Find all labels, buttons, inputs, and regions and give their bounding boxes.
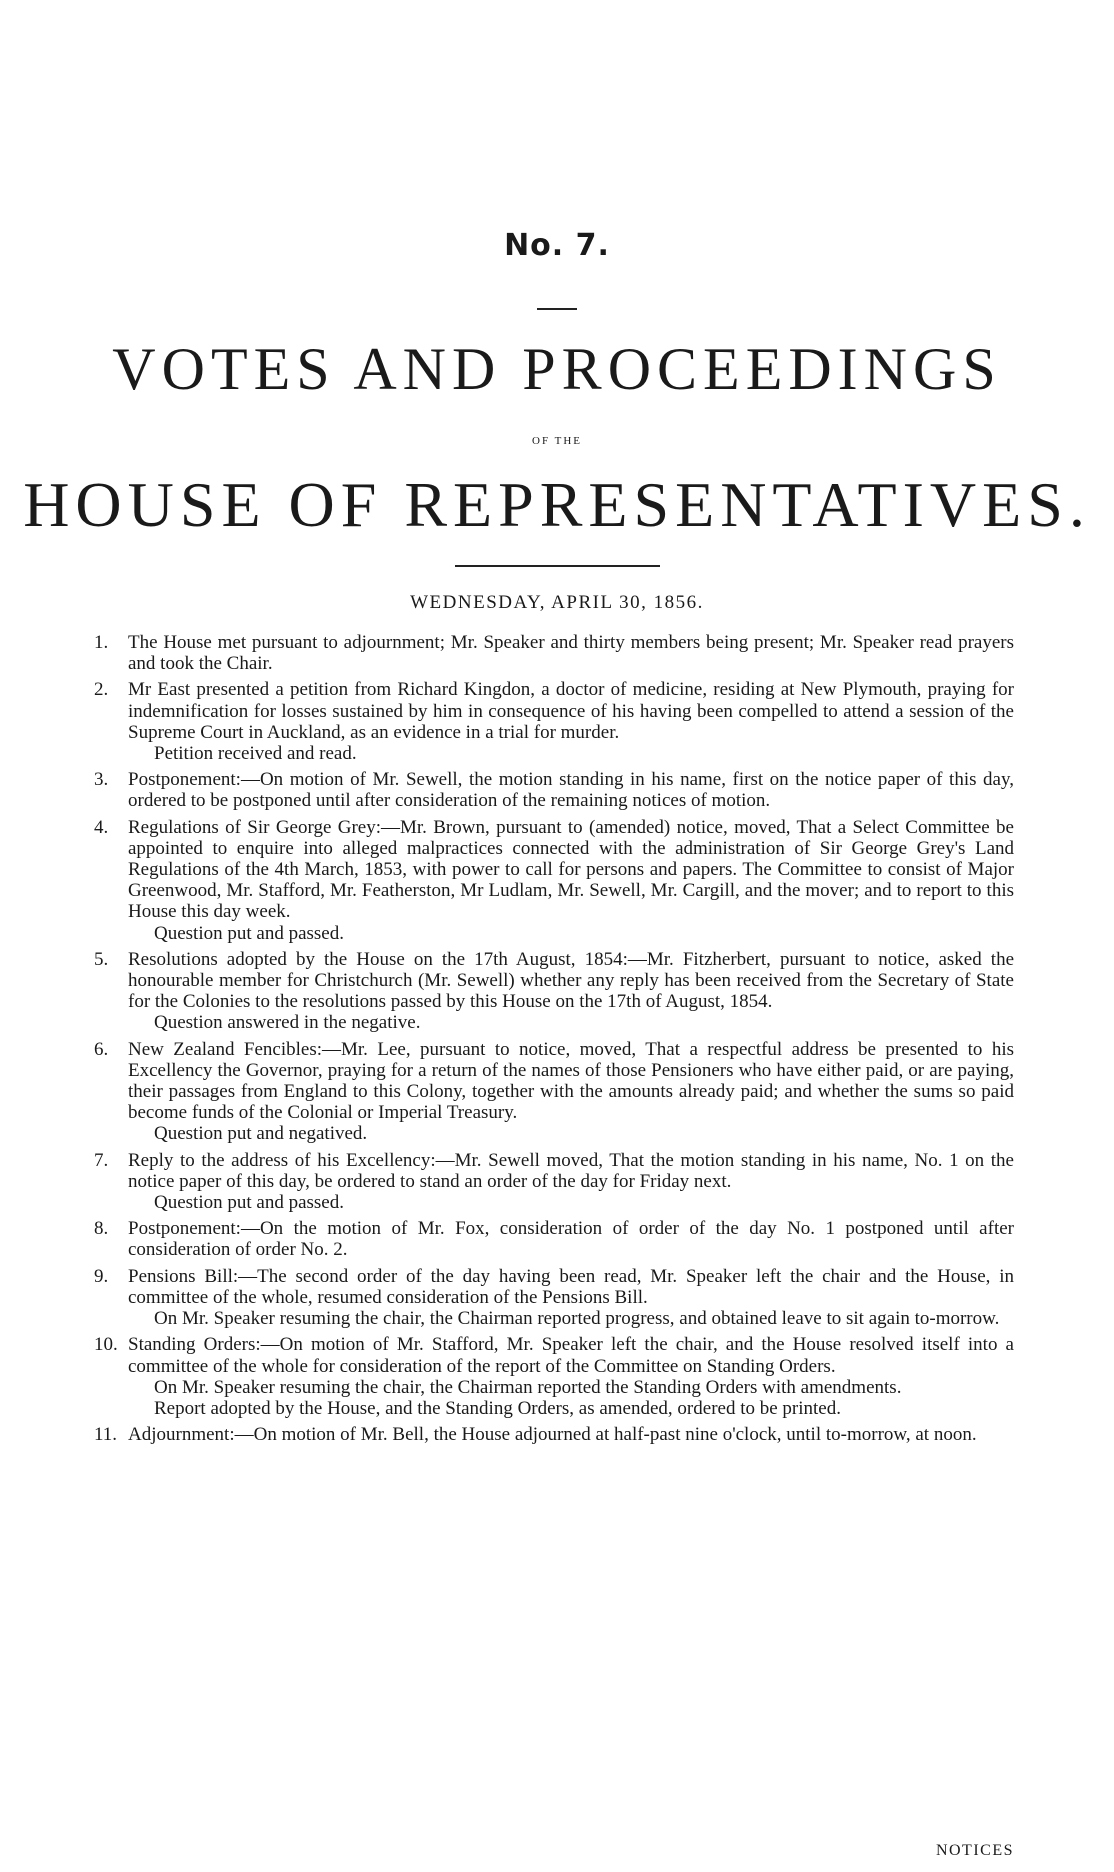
item-number: 3.: [94, 769, 109, 791]
item-result: Question answered in the negative.: [154, 1012, 421, 1034]
proceeding-item: [94, 769, 1014, 811]
item-text: The House met pursuant to adjournment; Mr. Speaker and thirty members being present; Mr. Speaker read prayers and took the Chair.: [128, 632, 1014, 675]
item-number: 11.: [94, 1424, 118, 1446]
proceeding-item: [94, 1424, 1014, 1445]
item-number: 8.: [94, 1218, 109, 1240]
item-text: Postponement:—On the motion of Mr. Fox, consideration of order of the day No. 1 postponed until after consideration of order No. 2.: [128, 1218, 1014, 1261]
proceeding-item: [94, 1150, 1014, 1214]
proceeding-item: [94, 679, 1014, 764]
item-number: 10.: [94, 1334, 118, 1356]
item-text: Reply to the address of his Excellency:—Mr. Sewell moved, That the motion standing in his name, No. 1 on the notice paper of this day, be ordered to stand an order of the day for Friday next.: [128, 1149, 1014, 1192]
item-text: Postponement:—On motion of Mr. Sewell, the motion standing in his name, first on the notice paper of this day, ordered to be postponed until after consideration of the remaining notices of motion.: [128, 769, 1014, 812]
item-result: Petition received and read.: [154, 743, 357, 765]
item-result: On Mr. Speaker resuming the chair, the Chairman reported progress, and obtained leave to sit again to-morrow.: [154, 1308, 1000, 1330]
title-votes-and-proceedings: VOTES AND PROCEEDINGS: [112, 336, 1002, 402]
item-text: Mr East presented a petition from Richard Kingdon, a doctor of medicine, residing at New Plymouth, praying for indemnification for losses sustained by him in consequence of his having been compelled to attend a session of the Supreme Court in Auckland, as an evidence in a trial for murder.: [128, 679, 1014, 743]
item-text: New Zealand Fencibles:—Mr. Lee, pursuant to notice, moved, That a respectful address be presented to his Excellency the Governor, praying for a return of the names of those Pensioners who have either paid, or are paying, their passages from England to this Colony, together with the amounts already paid; and whether the sums so paid become funds of the Colonial or Imperial Treasury.: [128, 1038, 1014, 1124]
item-number: 7.: [94, 1149, 109, 1171]
proceeding-item: [94, 1039, 1014, 1145]
item-result: Report adopted by the House, and the Standing Orders, as amended, ordered to be printed.: [154, 1397, 841, 1419]
item-text: Standing Orders:—On motion of Mr. Stafford, Mr. Speaker left the chair, and the House resolved itself into a committee of the whole for consideration of the report of the Committee on Standing Orders.: [128, 1334, 1014, 1377]
proceeding-item: [94, 817, 1014, 944]
proceeding-item: [94, 1334, 1014, 1419]
proceeding-item: [94, 1218, 1014, 1260]
item-number: 5.: [94, 948, 109, 970]
short-divider: [537, 308, 577, 310]
title-of-the: OF THE: [532, 435, 582, 447]
item-result: Question put and passed.: [154, 1192, 344, 1214]
proceeding-item: [94, 1266, 1014, 1330]
item-number: 4.: [94, 816, 109, 838]
item-number: 1.: [94, 632, 109, 653]
item-text: Resolutions adopted by the House on the 17th August, 1854:—Mr. Fitzherbert, pursuant to notice, asked the honourable member for Christchurch (Mr. Sewell) whether any reply has been received from the Secretary of State for the Colonies to the resolutions passed by this House on the 17th of August, 1854.: [128, 948, 1014, 1013]
title-house-of-representatives: HOUSE OF REPRESENTATIVES.: [23, 469, 1091, 540]
item-result: Question put and passed.: [154, 922, 344, 944]
item-result: Question put and negatived.: [154, 1123, 368, 1145]
proceedings-list: [94, 632, 1014, 1450]
item-number: 9.: [94, 1265, 109, 1287]
item-number: 6.: [94, 1038, 109, 1060]
proceeding-item: [94, 949, 1014, 1034]
long-divider: [455, 565, 660, 567]
sitting-date: WEDNESDAY, APRIL 30, 1856.: [410, 592, 704, 613]
item-result: On Mr. Speaker resuming the chair, the Chairman reported the Standing Orders with amendments.: [154, 1376, 902, 1398]
item-text: Pensions Bill:—The second order of the day having been read, Mr. Speaker left the chair and the House, in committee of the whole, resumed consideration of the Pensions Bill.: [128, 1265, 1014, 1308]
item-text: Regulations of Sir George Grey:—Mr. Brown, pursuant to (amended) notice, moved, That a Select Committee be appointed to enquire into alleged malpractices connected with the administration of Sir George Grey's Land Regulations of the 4th March, 1853, with power to call for persons and papers. The Committee to consist of Major Greenwood, Mr. Stafford, Mr. Featherston, Mr Ludlam, Mr. Sewell, Mr. Cargill, and the mover; and to report to this House this day week.: [128, 816, 1014, 923]
item-text: Adjournment:—On motion of Mr. Bell, the House adjourned at half-past nine o'clock, until to-morrow, at noon.: [128, 1424, 977, 1446]
proceeding-item: [94, 632, 1014, 674]
catchword: NOTICES: [935, 1842, 1014, 1859]
paper-number: No. 7.: [504, 228, 610, 263]
item-number: 2.: [94, 679, 109, 701]
